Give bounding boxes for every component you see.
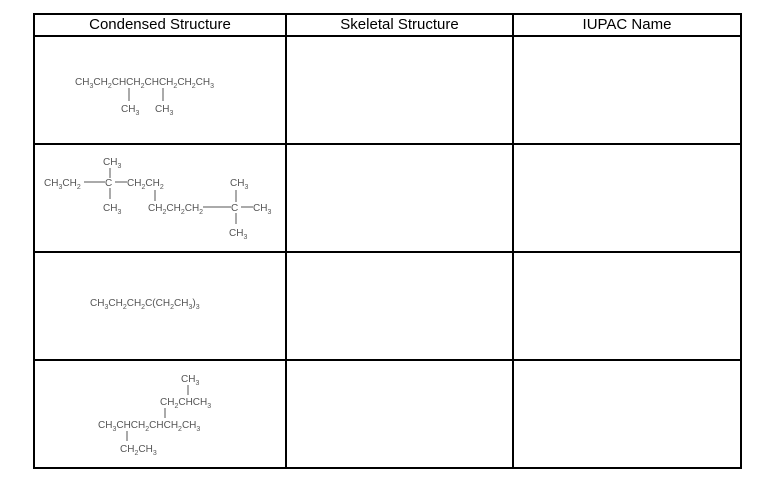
condensed-structure-cell <box>34 144 286 252</box>
svg-text:CH3CHCH2CHCH2CH3: $CH_3CHCH_2CHCH_2CH_3$ <box>98 420 201 433</box>
iupac-name-cell[interactable] <box>513 36 741 144</box>
iupac-name-cell[interactable] <box>513 360 741 468</box>
svg-text:CH3CH2CHCH2CHCH2CH2CH3: $CH_3CH_2CHCH_2CHCH_2CH_2CH_3$ <box>75 77 215 90</box>
iupac-name-cell[interactable] <box>513 144 741 252</box>
header-iupac-name: IUPAC Name <box>513 14 741 36</box>
svg-text:CH2CH2CH2: $CH_2CH_2CH_2$ <box>148 203 204 216</box>
header-skeletal-structure: Skeletal Structure <box>286 14 513 36</box>
svg-text:CH3: $CH_3$ <box>121 104 140 117</box>
iupac-name-cell[interactable] <box>513 252 741 360</box>
condensed-structure-drawing <box>35 38 283 142</box>
condensed-structure-cell <box>34 360 286 468</box>
alkane-worksheet-table <box>33 13 742 469</box>
svg-text:CH3CH2: $CH_3CH_2$ <box>44 178 81 191</box>
skeletal-structure-cell[interactable] <box>286 144 513 252</box>
svg-text:CH2CHCH3: $CH_2CHCH_3$ <box>160 397 212 410</box>
table-row <box>34 36 741 144</box>
condensed-structure-cell <box>34 36 286 144</box>
svg-text:C: C <box>105 178 113 189</box>
skeletal-structure-cell[interactable] <box>286 252 513 360</box>
condensed-structure-drawing <box>35 146 283 250</box>
header-row <box>34 14 741 36</box>
table-row <box>34 252 741 360</box>
header-condensed-structure: Condensed Structure <box>34 14 286 36</box>
table-row <box>34 360 741 468</box>
condensed-structure-cell <box>34 252 286 360</box>
svg-text:C: C <box>231 203 239 214</box>
svg-text:CH3: $CH_3$ <box>253 203 272 216</box>
svg-text:CH2CH2: $CH_2CH_2$ <box>127 178 164 191</box>
svg-text:CH3: $CH_3$ <box>103 203 122 216</box>
svg-text:CH3CH2CH2C(CH2CH3)3: $CH_3CH_2CH_2C(CH_2CH_3)_3$ <box>90 298 200 311</box>
condensed-structure-drawing <box>35 254 283 358</box>
skeletal-structure-cell[interactable] <box>286 36 513 144</box>
svg-text:CH3: $CH_3$ <box>229 228 248 241</box>
svg-text:CH3: $CH_3$ <box>103 157 122 170</box>
svg-text:CH3: $CH_3$ <box>181 374 200 387</box>
svg-text:CH3: $CH_3$ <box>155 104 174 117</box>
skeletal-structure-cell[interactable] <box>286 360 513 468</box>
table-row <box>34 144 741 252</box>
condensed-structure-drawing <box>35 362 283 466</box>
svg-text:CH3: $CH_3$ <box>230 178 249 191</box>
svg-text:CH2CH3: $CH_2CH_3$ <box>120 444 157 457</box>
